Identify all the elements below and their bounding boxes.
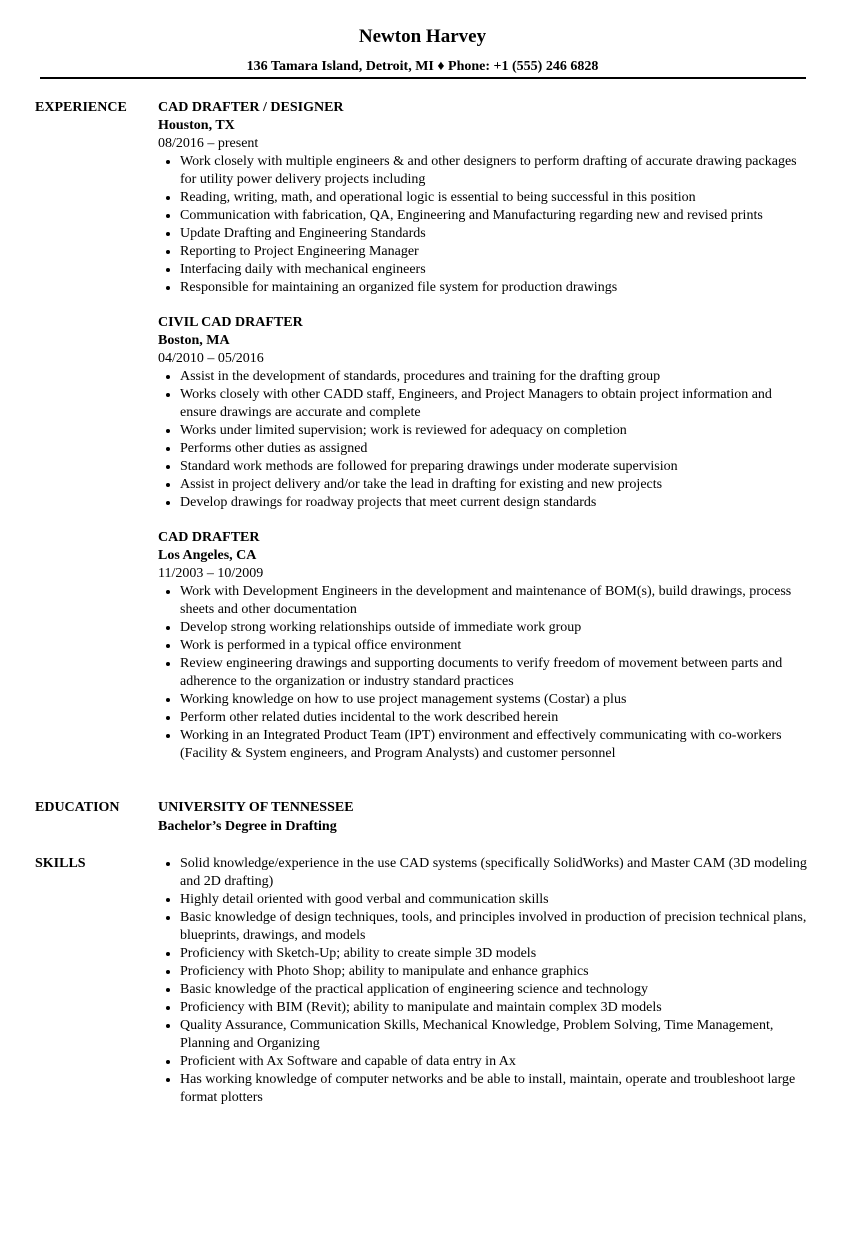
- list-item: • Quality Assurance, Communication Skills, Mechanical Knowledge, Problem Solving, Time Management, Planning and Organizing: [180, 1017, 808, 1053]
- experience-list: [158, 99, 808, 780]
- job-title: CIVIL CAD DRAFTER: [158, 315, 303, 330]
- list-item: • Works closely with other CADD staff, Engineers, and Project Managers to obtain project information and ensure drawings are accurate and complete: [180, 386, 808, 422]
- job-title: CAD DRAFTER: [158, 530, 260, 545]
- list-item: • Basic knowledge of design techniques, tools, and principles involved in production of precision technical plans, blueprints, drawings, and models: [180, 909, 808, 945]
- contact-line: 136 Tamara Island, Detroit, MI ♦ Phone: +1 (555) 246 6828: [246, 59, 599, 74]
- section-title-education: EDUCATION: [35, 800, 120, 815]
- job-bullets: [158, 583, 808, 763]
- job-entry: [158, 529, 808, 763]
- job-title: CAD DRAFTER / DESIGNER: [158, 100, 344, 115]
- job-dates: 11/2003 – 10/2009: [158, 566, 264, 581]
- job-entry: [158, 99, 808, 297]
- list-item: • Perform other related duties incidental to the work described herein: [180, 709, 808, 727]
- list-item: • Reporting to Project Engineering Manager: [180, 243, 808, 261]
- list-item: • Proficiency with Photo Shop; ability to manipulate and enhance graphics: [180, 963, 808, 981]
- job-bullets: [158, 368, 808, 512]
- list-item: • Working in an Integrated Product Team (IPT) environment and effectively communicating with co-workers (Facility & System engineers, and Program Analysts) and customer personnel: [180, 727, 808, 763]
- list-item: • Assist in project delivery and/or take the lead in drafting for existing and new projects: [180, 476, 808, 494]
- job-entry: [158, 314, 808, 512]
- job-location: Houston, TX: [158, 118, 235, 133]
- list-item: • Interfacing daily with mechanical engineers: [180, 261, 808, 279]
- list-item: • Work is performed in a typical office environment: [180, 637, 808, 655]
- list-item: • Works under limited supervision; work is reviewed for adequacy on completion: [180, 422, 808, 440]
- list-item: • Work closely with multiple engineers & and other designers to perform drafting of accurate drawing packages for utility power delivery projects including: [180, 153, 808, 189]
- job-location: Boston, MA: [158, 333, 230, 348]
- list-item: • Review engineering drawings and supporting documents to verify freedom of movement between parts and adherence to the organization or industry standard practices: [180, 655, 808, 691]
- list-item: • Communication with fabrication, QA, Engineering and Manufacturing regarding new and revised prints: [180, 207, 808, 225]
- list-item: • Basic knowledge of the practical application of engineering science and technology: [180, 981, 808, 999]
- header-divider: [40, 77, 806, 79]
- list-item: • Proficiency with BIM (Revit); ability to manipulate and maintain complex 3D models: [180, 999, 808, 1017]
- education-entry: [158, 799, 808, 836]
- section-title-skills: SKILLS: [35, 856, 86, 871]
- list-item: • Work with Development Engineers in the development and maintenance of BOM(s), build drawings, process sheets and other documentation: [180, 583, 808, 619]
- list-item: • Proficiency with Sketch-Up; ability to create simple 3D models: [180, 945, 808, 963]
- list-item: • Standard work methods are followed for preparing drawings under moderate supervision: [180, 458, 808, 476]
- list-item: • Highly detail oriented with good verbal and communication skills: [180, 891, 808, 909]
- list-item: • Develop drawings for roadway projects that meet current design standards: [180, 494, 808, 512]
- list-item: • Update Drafting and Engineering Standards: [180, 225, 808, 243]
- list-item: • Performs other duties as assigned: [180, 440, 808, 458]
- job-bullets: [158, 153, 808, 297]
- list-item: • Working knowledge on how to use project management systems (Costar) a plus: [180, 691, 808, 709]
- list-item: • Solid knowledge/experience in the use CAD systems (specifically SolidWorks) and Master CAM (3D modeling and 2D drafting): [180, 855, 808, 891]
- list-item: • Has working knowledge of computer networks and be able to install, maintain, operate and troubleshoot large format plotters: [180, 1071, 808, 1107]
- list-item: • Assist in the development of standards, procedures and training for the drafting group: [180, 368, 808, 386]
- school-name: UNIVERSITY OF TENNESSEE: [158, 800, 354, 815]
- skills-list: [158, 855, 808, 1107]
- job-location: Los Angeles, CA: [158, 548, 257, 563]
- list-item: • Proficient with Ax Software and capable of data entry in Ax: [180, 1053, 808, 1071]
- degree-name: Bachelor’s Degree in Drafting: [158, 819, 337, 834]
- section-title-experience: EXPERIENCE: [35, 100, 127, 115]
- list-item: • Responsible for maintaining an organized file system for production drawings: [180, 279, 808, 297]
- list-item: • Reading, writing, math, and operational logic is essential to being successful in this position: [180, 189, 808, 207]
- list-item: • Develop strong working relationships outside of immediate work group: [180, 619, 808, 637]
- skill-bullets: [158, 855, 808, 1107]
- candidate-name: Newton Harvey: [358, 26, 487, 47]
- job-dates: 04/2010 – 05/2016: [158, 351, 264, 366]
- job-dates: 08/2016 – present: [158, 136, 259, 151]
